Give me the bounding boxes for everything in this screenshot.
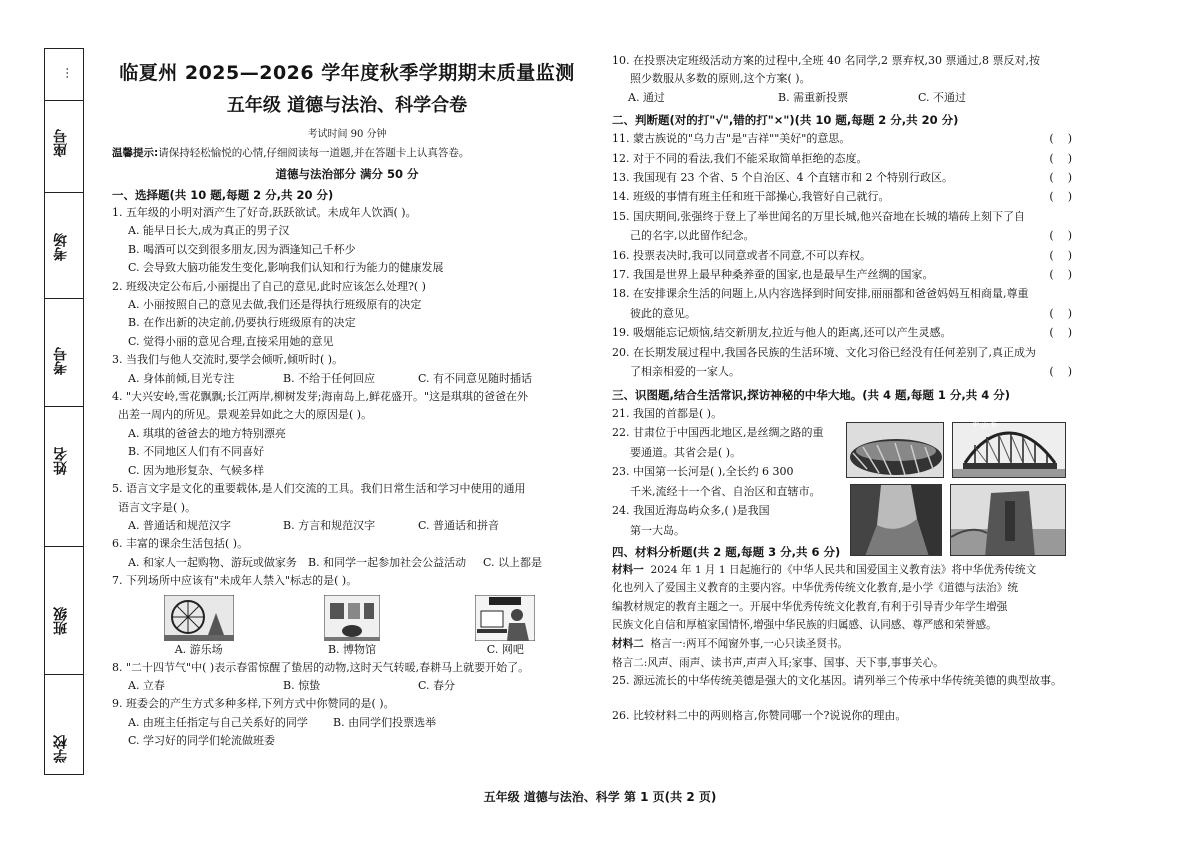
section2-heading: 二、判断题(对的打"√",错的打"×")(共 10 题,每题 2 分,共 20 分) bbox=[612, 113, 959, 128]
question-26: 26. 比较材料二中的两则格言,你赞同哪一个?说说你的理由。 bbox=[612, 708, 907, 722]
sidebar-cell-name bbox=[45, 407, 83, 547]
q4-option-b: B. 不同地区人们有不同喜好 bbox=[128, 445, 265, 459]
judge-14-text: 14. 班级的事情有班主任和班干部操心,我管好自己就行。 bbox=[612, 190, 890, 204]
judge-12 bbox=[612, 149, 1072, 168]
judge-16-text: 16. 投票表决时,我可以同意或者不同意,不可以弃权。 bbox=[612, 248, 871, 262]
sidebar-cell-school bbox=[45, 675, 83, 776]
question-22-line2: 要通道。其省会是( )。 bbox=[630, 445, 742, 459]
q9-options-ab bbox=[112, 714, 582, 732]
judge-12-answer: ( ) bbox=[1049, 151, 1072, 165]
q6-options bbox=[112, 554, 582, 572]
material-1-line4: 民族文化自信和厚植家国情怀,增强中华民族的归属感、认同感、尊严感和荣誉感。 bbox=[612, 619, 997, 632]
material-1-line2: 化也列入了爱国主义教育的主要内容。中华优秀传统文化教育,是小学《道德与法治》统 bbox=[612, 582, 1018, 595]
q3-option-c: C. 有不同意见随时插话 bbox=[418, 371, 533, 385]
question-25: 25. 源远流长的中华传统美德是强大的文化基因。请列举三个传承中华传统美德的典型故事。 bbox=[612, 674, 1062, 688]
q8-option-b: B. 惊蛰 bbox=[283, 678, 321, 692]
material-1-text-1: 2024 年 1 月 1 日起施行的《中华人民共和国爱国主义教育法》将中华优秀传统文 bbox=[650, 563, 1037, 576]
judge-17 bbox=[612, 265, 1072, 284]
q7-picture-b bbox=[292, 595, 412, 657]
q6-option-a: A. 和家人一起购物、游玩或做家务 bbox=[128, 555, 297, 569]
q3-option-a: A. 身体前倾,目光专注 bbox=[128, 371, 235, 385]
q6-option-c: C. 以上都是 bbox=[483, 555, 543, 569]
q7-picture-c bbox=[445, 595, 565, 657]
section1-heading: 一、选择题(共 10 题,每题 2 分,共 20 分) bbox=[112, 188, 334, 202]
question-8: 8. "二十四节气"中( )表示春雷惊醒了蛰居的动物,这时天气转暖,春耕马上就要开始了。 bbox=[112, 660, 530, 674]
section3-heading: 三、识图题,结合生活常识,探访神秘的中华大地。(共 4 题,每题 1 分,共 4 分) bbox=[612, 387, 1011, 402]
exam-title: 临夏州 2025—2026 学年度秋季学期期末质量监测 bbox=[119, 62, 575, 84]
exam-time: 考试时间 90 分钟 bbox=[307, 129, 387, 140]
judge-16-answer: ( ) bbox=[1049, 248, 1072, 262]
judge-15-text-2: 己的名字,以此留作纪念。 bbox=[630, 229, 755, 243]
question-7: 7. 下列场所中应该有"未成年人禁入"标志的是( )。 bbox=[112, 574, 358, 588]
q5-option-c: C. 普通话和拼音 bbox=[418, 518, 500, 532]
judge-15-line1 bbox=[612, 207, 1072, 226]
right-column bbox=[612, 52, 1072, 725]
island-rock-photo bbox=[950, 484, 1066, 556]
judge-19-text: 19. 吸烟能忘记烦恼,结交新朋友,拉近与他人的距离,还可以产生灵感。 bbox=[612, 326, 952, 340]
question-4-line1: 4. "大兴安岭,雪花飘飘;长江两岸,柳树发芽;海南岛上,鲜花盛开。"这是琪琪的爸爸在外 bbox=[112, 390, 529, 404]
q6-option-b: B. 和同学一起参加社会公益活动 bbox=[308, 555, 467, 569]
q5-option-a: A. 普通话和规范汉字 bbox=[128, 518, 231, 532]
zhongshan-bridge-photo bbox=[952, 422, 1066, 478]
q5-options bbox=[112, 517, 582, 535]
sidebar-room-label: 考场 bbox=[53, 233, 69, 261]
question-21: 21. 我国的首都是( )。 bbox=[612, 406, 723, 420]
question-10-line1: 10. 在投票决定班级活动方案的过程中,全班 40 名同学,2 票弃权,30 票通过,8 票反对,按 bbox=[612, 54, 1040, 67]
page-footer: 五年级 道德与法治、科学 第 1 页(共 2 页) bbox=[483, 790, 717, 804]
q2-option-c: C. 觉得小丽的意见合理,直接采用她的意见 bbox=[128, 334, 334, 348]
question-5-line2: 语言文字是( )。 bbox=[118, 500, 197, 514]
sidebar-cell-class bbox=[45, 547, 83, 675]
judge-18-line2 bbox=[612, 304, 1072, 323]
q8-option-c: C. 春分 bbox=[418, 678, 456, 692]
q8-options bbox=[112, 677, 582, 695]
internet-cafe-image bbox=[475, 595, 535, 641]
q10-options bbox=[612, 89, 1072, 107]
question-1: 1. 五年级的小明对酒产生了好奇,跃跃欲试。未成年人饮酒( )。 bbox=[112, 206, 417, 219]
judge-20-line2 bbox=[612, 362, 1072, 381]
sidebar-cell-dots bbox=[45, 49, 83, 101]
q1-option-a: A. 能早日长大,成为真正的男子汉 bbox=[128, 224, 290, 238]
question-10-line2: 照少数服从多数的原则,这个方案( )。 bbox=[630, 72, 811, 86]
material-2-label: 材料二 bbox=[612, 638, 644, 651]
judge-11 bbox=[612, 129, 1072, 148]
judge-15-text-1: 15. 国庆期间,张强终于登上了举世闻名的万里长城,他兴奋地在长城的墙砖上刻下了自 bbox=[612, 209, 1025, 223]
q10-option-a: A. 通过 bbox=[628, 90, 665, 104]
question-6: 6. 丰富的课余生活包括( )。 bbox=[112, 537, 249, 551]
judge-20-text-1: 20. 在长期发展过程中,我国各民族的生活环境、文化习俗已经没有任何差别了,真正成为 bbox=[612, 345, 1036, 359]
q3-options bbox=[112, 370, 582, 388]
student-info-sidebar bbox=[44, 48, 84, 775]
sidebar-exam-no-label: 考号 bbox=[53, 347, 69, 375]
map-questions bbox=[612, 404, 840, 541]
judge-15-answer: ( ) bbox=[1049, 229, 1072, 243]
q7-picture-a bbox=[139, 595, 259, 657]
judge-12-text: 12. 对于不同的看法,我们不能采取简单拒绝的态度。 bbox=[612, 151, 868, 165]
judge-18-text-2: 彼此的意见。 bbox=[630, 306, 696, 320]
sidebar-class-label: 班级 bbox=[53, 607, 69, 635]
birds-nest-stadium-photo bbox=[846, 422, 944, 478]
judge-17-text: 17. 我国是世界上最早种桑养蚕的国家,也是最早生产丝绸的国家。 bbox=[612, 268, 934, 282]
question-24-line1: 24. 我国近海岛屿众多,( )是我国 bbox=[612, 504, 770, 518]
q1-option-c: C. 会导致大脑功能发生变化,影响我们认知和行为能力的健康发展 bbox=[128, 261, 444, 275]
material-1-label: 材料一 bbox=[612, 563, 644, 576]
judge-18-line1 bbox=[612, 284, 1072, 303]
judge-17-answer: ( ) bbox=[1049, 268, 1072, 282]
sidebar-name-label: 姓名 bbox=[53, 447, 69, 475]
sidebar-cell-room bbox=[45, 193, 83, 299]
sidebar-cell-seat bbox=[45, 101, 83, 193]
exam-subtitle: 五年级 道德与法治、科学合卷 bbox=[226, 95, 468, 116]
question-4-line2: 出差一周内的所见。景观差异如此之大的原因是( )。 bbox=[118, 408, 373, 422]
section4-heading: 四、材料分析题(共 2 题,每题 3 分,共 6 分) bbox=[612, 544, 841, 559]
material-1-line3: 编教材规定的教育主题之一。开展中华优秀传统文化教育,有利于引导青少年学生增强 bbox=[612, 600, 1008, 613]
judge-13-text: 13. 我国现有 23 个省、5 个自治区、4 个直辖市和 2 个特别行政区。 bbox=[612, 171, 953, 185]
q7-pictures bbox=[112, 595, 582, 657]
question-5-line1: 5. 语言文字是文化的重要载体,是人们交流的工具。我们日常生活和学习中使用的通用 bbox=[112, 482, 526, 496]
judge-18-text-1: 18. 在安排课余生活的问题上,从内容选择到时间安排,丽丽都和爸爸妈妈互相商量,尊重 bbox=[612, 287, 1029, 301]
part-heading: 道德与法治部分 满分 50 分 bbox=[275, 167, 419, 181]
judge-13-answer: ( ) bbox=[1049, 171, 1072, 185]
judge-19-answer: ( ) bbox=[1049, 326, 1072, 340]
question-23-line2: 千米,流经十一个省、自治区和直辖市。 bbox=[630, 484, 821, 498]
q2-option-a: A. 小丽按照自己的意见去做,我们还是得执行班级原有的决定 bbox=[128, 298, 422, 312]
judge-20-line1 bbox=[612, 343, 1072, 362]
question-23-line1: 23. 中国第一长河是( ),全长约 6 300 bbox=[612, 465, 794, 479]
amusement-park-image bbox=[164, 595, 234, 641]
museum-image bbox=[324, 595, 380, 641]
question-9: 9. 班委会的产生方式多种多样,下列方式中你赞同的是( )。 bbox=[112, 697, 395, 711]
q9-option-b: B. 由同学们投票选举 bbox=[333, 715, 437, 729]
q8-option-a: A. 立春 bbox=[128, 678, 165, 692]
sidebar-seat-label: 座号 bbox=[53, 129, 69, 157]
q9-option-a: A. 由班主任指定与自己关系好的同学 bbox=[128, 715, 308, 729]
judge-15-line2 bbox=[612, 226, 1072, 245]
sidebar-cell-exam-no bbox=[45, 299, 83, 407]
q2-option-b: B. 在作出新的决定前,仍要执行班级原有的决定 bbox=[128, 316, 356, 330]
judge-14 bbox=[612, 187, 1072, 206]
material-2-text-1: 格言一:两耳不闻窗外事,一心只读圣贤书。 bbox=[650, 638, 849, 651]
q7-option-b: B. 博物馆 bbox=[327, 642, 377, 656]
bridge-sign: 中 山 桥 bbox=[972, 421, 998, 429]
warm-tip bbox=[112, 145, 582, 160]
question-2: 2. 班级决定公布后,小丽提出了自己的意见,此时应该怎么处理?( ) bbox=[112, 279, 426, 293]
q4-option-a: A. 琪琪的爸爸去的地方特别漂亮 bbox=[128, 426, 286, 440]
judge-11-answer: ( ) bbox=[1049, 132, 1072, 146]
left-column bbox=[112, 58, 582, 751]
judge-20-answer: ( ) bbox=[1049, 365, 1072, 379]
material-2-line1 bbox=[612, 635, 1072, 654]
sidebar-school-label: 学校 bbox=[53, 735, 69, 763]
q10-option-b: B. 需重新投票 bbox=[778, 90, 849, 104]
judge-13 bbox=[612, 168, 1072, 187]
question-3: 3. 当我们与他人交流时,要学会倾听,倾听时( )。 bbox=[112, 353, 344, 367]
q1-option-b: B. 喝酒可以交到很多朋友,因为酒逢知己千杯少 bbox=[128, 242, 356, 256]
q5-option-b: B. 方言和规范汉字 bbox=[283, 518, 376, 532]
question-22-line1: 22. 甘肃位于中国西北地区,是丝绸之路的重 bbox=[612, 426, 824, 440]
material-1-line1 bbox=[612, 561, 1072, 580]
q10-option-c: C. 不通过 bbox=[918, 90, 967, 104]
judge-20-text-2: 了相亲相爱的一家人。 bbox=[630, 365, 740, 379]
q4-option-c: C. 因为地形复杂、气候多样 bbox=[128, 463, 265, 477]
warm-tip-text: 请保持轻松愉悦的心情,仔细阅读每一道题,并在答题卡上认真答卷。 bbox=[158, 147, 470, 159]
judge-14-answer: ( ) bbox=[1049, 190, 1072, 204]
judge-19 bbox=[612, 323, 1072, 342]
river-gorge-photo bbox=[850, 484, 942, 556]
warm-tip-label: 温馨提示: bbox=[112, 147, 159, 159]
q3-option-b: B. 不给于任何回应 bbox=[283, 371, 376, 385]
judge-11-text: 11. 蒙古族说的"乌力吉"是"吉祥""美好"的意思。 bbox=[612, 132, 851, 146]
judge-18-answer: ( ) bbox=[1049, 306, 1072, 320]
sidebar-dots: … bbox=[57, 67, 71, 79]
material-2-line2: 格言二:风声、雨声、读书声,声声入耳;家事、国事、天下事,事事关心。 bbox=[612, 656, 944, 669]
map-photos bbox=[846, 422, 1068, 558]
judge-16 bbox=[612, 246, 1072, 265]
q9-option-c: C. 学习好的同学们轮流做班委 bbox=[128, 734, 276, 748]
q7-option-a: A. 游乐场 bbox=[174, 642, 223, 656]
q7-option-c: C. 网吧 bbox=[486, 642, 524, 656]
question-24-line2: 第一大岛。 bbox=[630, 524, 685, 538]
